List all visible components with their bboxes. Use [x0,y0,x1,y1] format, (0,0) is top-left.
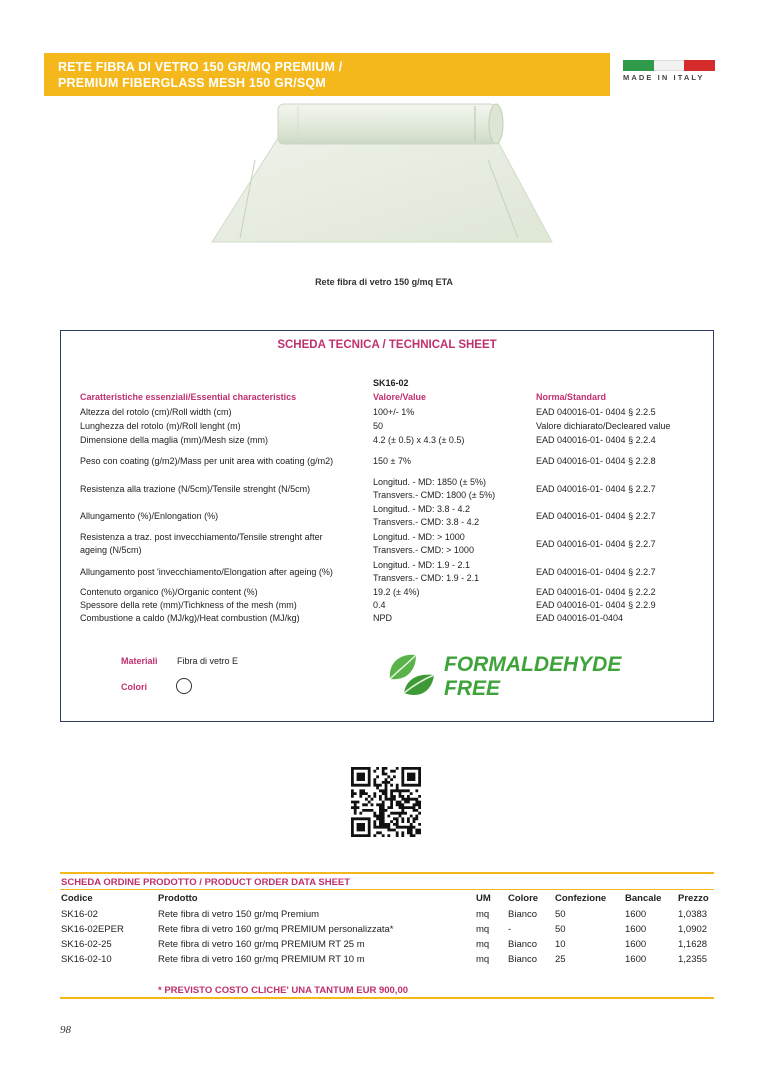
order-um: mq [476,909,490,920]
order-um: mq [476,924,490,935]
spec-standard: EAD 040016-01- 0404 § 2.2.2 [536,587,656,597]
spec-characteristic-line-1: Resistenza a traz. post invecchiamento/Tensile strenght after [80,532,323,542]
technical-sheet [60,330,714,722]
spec-value-md: Longitud. - MD: 3.8 - 4.2 [373,504,471,514]
order-header-um: UM [476,893,491,904]
qr-code-icon[interactable] [351,767,421,837]
spec-characteristic: Allungamento (%)/Enlongation (%) [80,511,219,521]
order-header-price: Prezzo [678,893,709,904]
spec-characteristic: Dimensione della maglia (mm)/Mesh size (mm) [80,435,269,445]
flag-red [684,60,715,71]
spec-standard: EAD 040016-01- 0404 § 2.2.7 [536,567,656,577]
spec-standard: EAD 040016-01- 0404 § 2.2.5 [536,407,656,417]
spec-value: 0.4 [373,600,386,610]
spec-standard: EAD 040016-01- 0404 § 2.2.7 [536,484,656,494]
materials-value: Fibra di vetro E [177,656,239,666]
spec-standard: Valore dichiarato/Decleared value [536,421,671,431]
order-header-pallet: Bancale [625,893,662,904]
order-pallet: 1600 [625,924,647,935]
spec-value: 4.2 (± 0.5) x 4.3 (± 0.5) [373,435,465,445]
spec-characteristic: Peso con coating (g/m2)/Mass per unit area with coating (g/m2) [80,456,334,466]
order-top-rule [60,872,714,874]
order-header-color: Colore [508,893,539,904]
spec-standard: EAD 040016-01- 0404 § 2.2.7 [536,511,656,521]
formaldehyde-free-badge [444,653,621,701]
spec-value-md: Longitud. - MD: 1850 (± 5%) [373,477,486,487]
order-um: mq [476,954,490,965]
order-price: 1,1628 [678,939,708,950]
order-sheet-title: SCHEDA ORDINE PRODOTTO / PRODUCT ORDER DATA SHEET [61,877,351,888]
spec-value: 100+/- 1% [373,407,415,417]
spec-value: 19.2 (± 4%) [373,587,420,597]
order-code: SK16-02 [61,909,98,920]
spec-characteristic: Altezza del rotolo (cm)/Roll width (cm) [80,407,232,417]
order-bottom-rule [60,997,714,999]
header-characteristics: Caratteristiche essenziali/Essential characteristics [80,392,297,402]
order-header-package: Confezione [555,893,607,904]
order-code: SK16-02EPER [61,924,124,935]
spec-standard: EAD 040016-01-0404 [536,613,624,623]
spec-value-cmd: Transvers.- CMD: 1.9 - 2.1 [373,573,480,583]
order-code: SK16-02-25 [61,939,112,950]
spec-value-md: Longitud. - MD: 1.9 - 2.1 [373,560,471,570]
order-color: Bianco [508,954,538,965]
spec-characteristic: Allungamento post 'invecchiamento/Elongation after ageing (%) [80,567,333,577]
spec-characteristic: Contenuto organico (%)/Organic content (%) [80,587,258,597]
order-package: 50 [555,909,566,920]
colors-label: Colori [121,682,147,692]
spec-characteristic: Spessore della rete (mm)/Tichkness of the mesh (mm) [80,600,297,610]
spec-standard: EAD 040016-01- 0404 § 2.2.8 [536,456,656,466]
order-header-code: Codice [61,893,93,904]
order-product: Rete fibra di vetro 150 gr/mq Premium [158,909,320,920]
order-color: - [508,924,512,935]
order-color: Bianco [508,939,538,950]
order-note: * PREVISTO COSTO CLICHE' UNA TANTUM EUR 900,00 [158,985,409,996]
italy-flag-icon [623,60,715,71]
order-package: 10 [555,939,566,950]
header-value: Valore/Value [373,392,427,402]
order-package: 50 [555,924,566,935]
order-um: mq [476,939,490,950]
order-product: Rete fibra di vetro 160 gr/mq PREMIUM RT 25 m [158,939,365,950]
leaf-icon [384,649,436,705]
order-title-rule [60,889,714,890]
spec-value: 50 [373,421,384,431]
page-number: 98 [60,1024,71,1036]
spec-standard: EAD 040016-01- 0404 § 2.2.4 [536,435,656,445]
title-line-1: RETE FIBRA DI VETRO 150 GR/MQ PREMIUM / [58,60,343,74]
product-caption: Rete fibra di vetro 150 g/mq ETA [315,277,453,287]
header-standard: Norma/Standard [536,392,607,402]
order-price: 1,2355 [678,954,708,965]
flag-green [623,60,654,71]
order-price: 1,0902 [678,924,708,935]
order-product: Rete fibra di vetro 160 gr/mq PREMIUM RT 10 m [158,954,365,965]
spec-value-md: Longitud. - MD: > 1000 [373,532,465,542]
spec-value-cmd: Transvers.- CMD: 1800 (± 5%) [373,490,496,500]
flag-white [654,60,685,71]
materials-label: Materiali [121,656,158,666]
spec-characteristic: Lunghezza del rotolo (m)/Roll lenght (m) [80,421,241,431]
order-price: 1,0383 [678,909,708,920]
order-pallet: 1600 [625,939,647,950]
spec-characteristic: Combustione a caldo (MJ/kg)/Heat combustion (MJ/kg) [80,613,300,623]
formaldehyde-free-line-1: FORMALDEHYDE [444,653,622,676]
order-header-product: Prodotto [158,893,198,904]
spec-characteristic: Resistenza alla trazione (N/5cm)/Tensile strenght (N/5cm) [80,484,311,494]
spec-value-cmd: Transvers.- CMD: 3.8 - 4.2 [373,517,480,527]
order-code: SK16-02-10 [61,954,112,965]
color-swatch-white [176,678,192,694]
spec-standard: EAD 040016-01- 0404 § 2.2.7 [536,539,656,549]
spec-value-cmd: Transvers.- CMD: > 1000 [373,545,474,555]
technical-sheet-title: SCHEDA TECNICA / TECHNICAL SHEET [277,339,497,351]
made-in-italy-label: MADE IN ITALY [623,73,705,82]
spec-standard: EAD 040016-01- 0404 § 2.2.9 [536,600,656,610]
spec-characteristic-line-2: ageing (N/5cm) [80,545,142,555]
spec-value: 150 ± 7% [373,456,411,466]
spec-value: NPD [373,613,393,623]
order-pallet: 1600 [625,954,647,965]
title-line-2: PREMIUM FIBERGLASS MESH 150 GR/SQM [58,76,326,90]
formaldehyde-free-line-2: FREE [444,677,501,700]
order-pallet: 1600 [625,909,647,920]
title-banner [44,53,610,96]
product-code: SK16-02 [373,378,409,388]
order-product: Rete fibra di vetro 160 gr/mq PREMIUM personalizzata* [158,924,394,935]
order-color: Bianco [508,909,538,920]
fiberglass-mesh-roll-image [200,100,560,250]
order-package: 25 [555,954,566,965]
